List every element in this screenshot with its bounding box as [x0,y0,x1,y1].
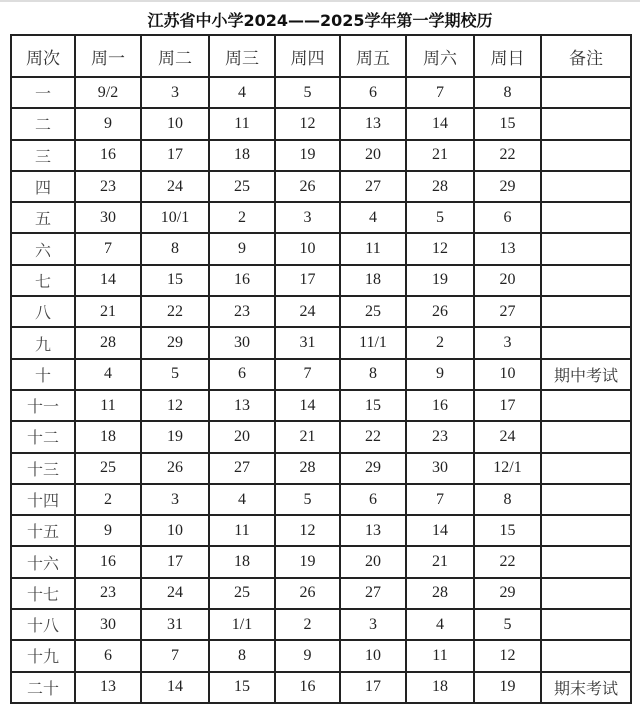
table-row [11,202,631,233]
date-cell: 13 [209,390,275,421]
date-cell: 7 [275,359,340,390]
date-cell: 22 [141,296,209,327]
date-cell: 30 [75,202,141,233]
column-header: 周一 [75,35,141,77]
date-cell: 1/1 [209,609,275,640]
date-cell: 16 [406,390,474,421]
week-number-cell: 十 [11,359,75,390]
date-cell: 9 [406,359,474,390]
column-header: 周三 [209,35,275,77]
week-number-cell: 九 [11,327,75,358]
date-cell: 24 [275,296,340,327]
date-cell: 17 [474,390,541,421]
table-row [11,515,631,546]
date-cell: 6 [474,202,541,233]
note-cell [541,77,631,108]
date-cell: 4 [75,359,141,390]
date-cell: 28 [406,171,474,202]
date-cell: 30 [406,453,474,484]
date-cell: 20 [209,421,275,452]
date-cell: 22 [340,421,406,452]
week-number-cell: 十八 [11,609,75,640]
date-cell: 11/1 [340,327,406,358]
page-title: 江苏省中小学2024——2025学年第一学期校历 [147,11,493,30]
date-cell: 6 [340,484,406,515]
date-cell: 10 [474,359,541,390]
week-number-cell: 五 [11,202,75,233]
table-row [11,359,631,390]
date-cell: 20 [340,140,406,171]
date-cell: 28 [406,578,474,609]
date-cell: 23 [75,171,141,202]
note-cell: 期末考试 [541,672,631,703]
date-cell: 3 [340,609,406,640]
date-cell: 27 [340,171,406,202]
date-cell: 23 [75,578,141,609]
date-cell: 10 [340,640,406,671]
table-row [11,171,631,202]
date-cell: 25 [340,296,406,327]
date-cell: 24 [141,171,209,202]
date-cell: 21 [75,296,141,327]
date-cell: 9 [75,515,141,546]
table-row [11,140,631,171]
date-cell: 8 [141,233,209,264]
date-cell: 2 [275,609,340,640]
table-row [11,77,631,108]
date-cell: 4 [209,484,275,515]
week-number-cell: 二 [11,108,75,139]
date-cell: 9 [75,108,141,139]
date-cell: 19 [474,672,541,703]
table-row [11,640,631,671]
date-cell: 7 [406,77,474,108]
date-cell: 20 [340,546,406,577]
date-cell: 31 [275,327,340,358]
date-cell: 15 [474,108,541,139]
table-row [11,265,631,296]
date-cell: 7 [141,640,209,671]
note-cell [541,515,631,546]
date-cell: 4 [209,77,275,108]
note-cell [541,108,631,139]
week-number-cell: 十四 [11,484,75,515]
note-cell [541,327,631,358]
date-cell: 11 [75,390,141,421]
note-cell [541,578,631,609]
date-cell: 10 [141,108,209,139]
note-cell [541,296,631,327]
date-cell: 29 [474,171,541,202]
week-number-cell: 七 [11,265,75,296]
date-cell: 29 [340,453,406,484]
date-cell: 10 [141,515,209,546]
note-cell [541,233,631,264]
date-cell: 3 [141,484,209,515]
table-row [11,578,631,609]
header-row [11,35,631,77]
date-cell: 5 [141,359,209,390]
date-cell: 30 [209,327,275,358]
week-number-cell: 三 [11,140,75,171]
date-cell: 14 [141,672,209,703]
column-header: 周日 [474,35,541,77]
date-cell: 8 [340,359,406,390]
note-cell [541,171,631,202]
date-cell: 5 [406,202,474,233]
table-row [11,546,631,577]
week-number-cell: 十一 [11,390,75,421]
date-cell: 26 [275,171,340,202]
date-cell: 18 [209,140,275,171]
date-cell: 21 [406,546,474,577]
table-row [11,390,631,421]
date-cell: 3 [141,77,209,108]
date-cell: 16 [75,546,141,577]
date-cell: 18 [75,421,141,452]
date-cell: 23 [406,421,474,452]
date-cell: 13 [75,672,141,703]
date-cell: 11 [209,515,275,546]
date-cell: 8 [209,640,275,671]
date-cell: 22 [474,140,541,171]
date-cell: 23 [209,296,275,327]
note-cell [541,390,631,421]
table-row [11,609,631,640]
date-cell: 18 [406,672,474,703]
column-header: 周二 [141,35,209,77]
date-cell: 17 [340,672,406,703]
note-cell [541,484,631,515]
date-cell: 17 [141,546,209,577]
column-header: 周次 [11,35,75,77]
date-cell: 19 [275,140,340,171]
date-cell: 12/1 [474,453,541,484]
date-cell: 21 [406,140,474,171]
date-cell: 26 [275,578,340,609]
table-row [11,672,631,703]
date-cell: 14 [406,108,474,139]
column-header: 周六 [406,35,474,77]
table-row [11,484,631,515]
date-cell: 10 [275,233,340,264]
date-cell: 11 [209,108,275,139]
column-header: 备注 [541,35,631,77]
date-cell: 12 [141,390,209,421]
date-cell: 13 [340,515,406,546]
date-cell: 9/2 [75,77,141,108]
date-cell: 7 [406,484,474,515]
date-cell: 6 [209,359,275,390]
date-cell: 17 [275,265,340,296]
table-row [11,108,631,139]
date-cell: 15 [141,265,209,296]
date-cell: 17 [141,140,209,171]
date-cell: 30 [75,609,141,640]
date-cell: 15 [474,515,541,546]
date-cell: 19 [275,546,340,577]
week-number-cell: 十五 [11,515,75,546]
date-cell: 27 [209,453,275,484]
date-cell: 3 [474,327,541,358]
date-cell: 2 [209,202,275,233]
date-cell: 10/1 [141,202,209,233]
date-cell: 25 [209,171,275,202]
date-cell: 28 [275,453,340,484]
table-row [11,421,631,452]
date-cell: 18 [209,546,275,577]
school-calendar-table [10,34,632,704]
week-number-cell: 六 [11,233,75,264]
date-cell: 12 [474,640,541,671]
date-cell: 8 [474,77,541,108]
week-number-cell: 十六 [11,546,75,577]
date-cell: 21 [275,421,340,452]
date-cell: 14 [75,265,141,296]
date-cell: 29 [474,578,541,609]
week-number-cell: 十七 [11,578,75,609]
date-cell: 2 [406,327,474,358]
date-cell: 12 [406,233,474,264]
date-cell: 16 [75,140,141,171]
date-cell: 28 [75,327,141,358]
date-cell: 6 [75,640,141,671]
date-cell: 16 [275,672,340,703]
note-cell: 期中考试 [541,359,631,390]
date-cell: 24 [474,421,541,452]
note-cell [541,140,631,171]
date-cell: 12 [275,108,340,139]
date-cell: 22 [474,546,541,577]
column-header: 周四 [275,35,340,77]
date-cell: 8 [474,484,541,515]
week-number-cell: 十九 [11,640,75,671]
date-cell: 31 [141,609,209,640]
week-number-cell: 一 [11,77,75,108]
week-number-cell: 八 [11,296,75,327]
date-cell: 5 [275,77,340,108]
date-cell: 4 [406,609,474,640]
date-cell: 26 [141,453,209,484]
date-cell: 5 [474,609,541,640]
top-divider [0,0,640,2]
date-cell: 9 [275,640,340,671]
date-cell: 13 [474,233,541,264]
date-cell: 18 [340,265,406,296]
date-cell: 7 [75,233,141,264]
week-number-cell: 四 [11,171,75,202]
date-cell: 19 [406,265,474,296]
date-cell: 5 [275,484,340,515]
table-row [11,453,631,484]
date-cell: 14 [406,515,474,546]
week-number-cell: 十二 [11,421,75,452]
date-cell: 20 [474,265,541,296]
date-cell: 15 [340,390,406,421]
date-cell: 27 [340,578,406,609]
date-cell: 27 [474,296,541,327]
note-cell [541,202,631,233]
table-row [11,296,631,327]
date-cell: 15 [209,672,275,703]
note-cell [541,546,631,577]
note-cell [541,421,631,452]
date-cell: 2 [75,484,141,515]
date-cell: 16 [209,265,275,296]
note-cell [541,609,631,640]
note-cell [541,265,631,296]
table-row [11,233,631,264]
date-cell: 26 [406,296,474,327]
date-cell: 6 [340,77,406,108]
date-cell: 12 [275,515,340,546]
note-cell [541,453,631,484]
date-cell: 24 [141,578,209,609]
week-number-cell: 二十 [11,672,75,703]
date-cell: 11 [406,640,474,671]
week-number-cell: 十三 [11,453,75,484]
date-cell: 29 [141,327,209,358]
date-cell: 3 [275,202,340,233]
table-body [11,77,631,703]
column-header: 周五 [340,35,406,77]
date-cell: 9 [209,233,275,264]
date-cell: 13 [340,108,406,139]
table-row [11,327,631,358]
date-cell: 14 [275,390,340,421]
date-cell: 4 [340,202,406,233]
date-cell: 11 [340,233,406,264]
date-cell: 25 [209,578,275,609]
date-cell: 25 [75,453,141,484]
note-cell [541,640,631,671]
date-cell: 19 [141,421,209,452]
